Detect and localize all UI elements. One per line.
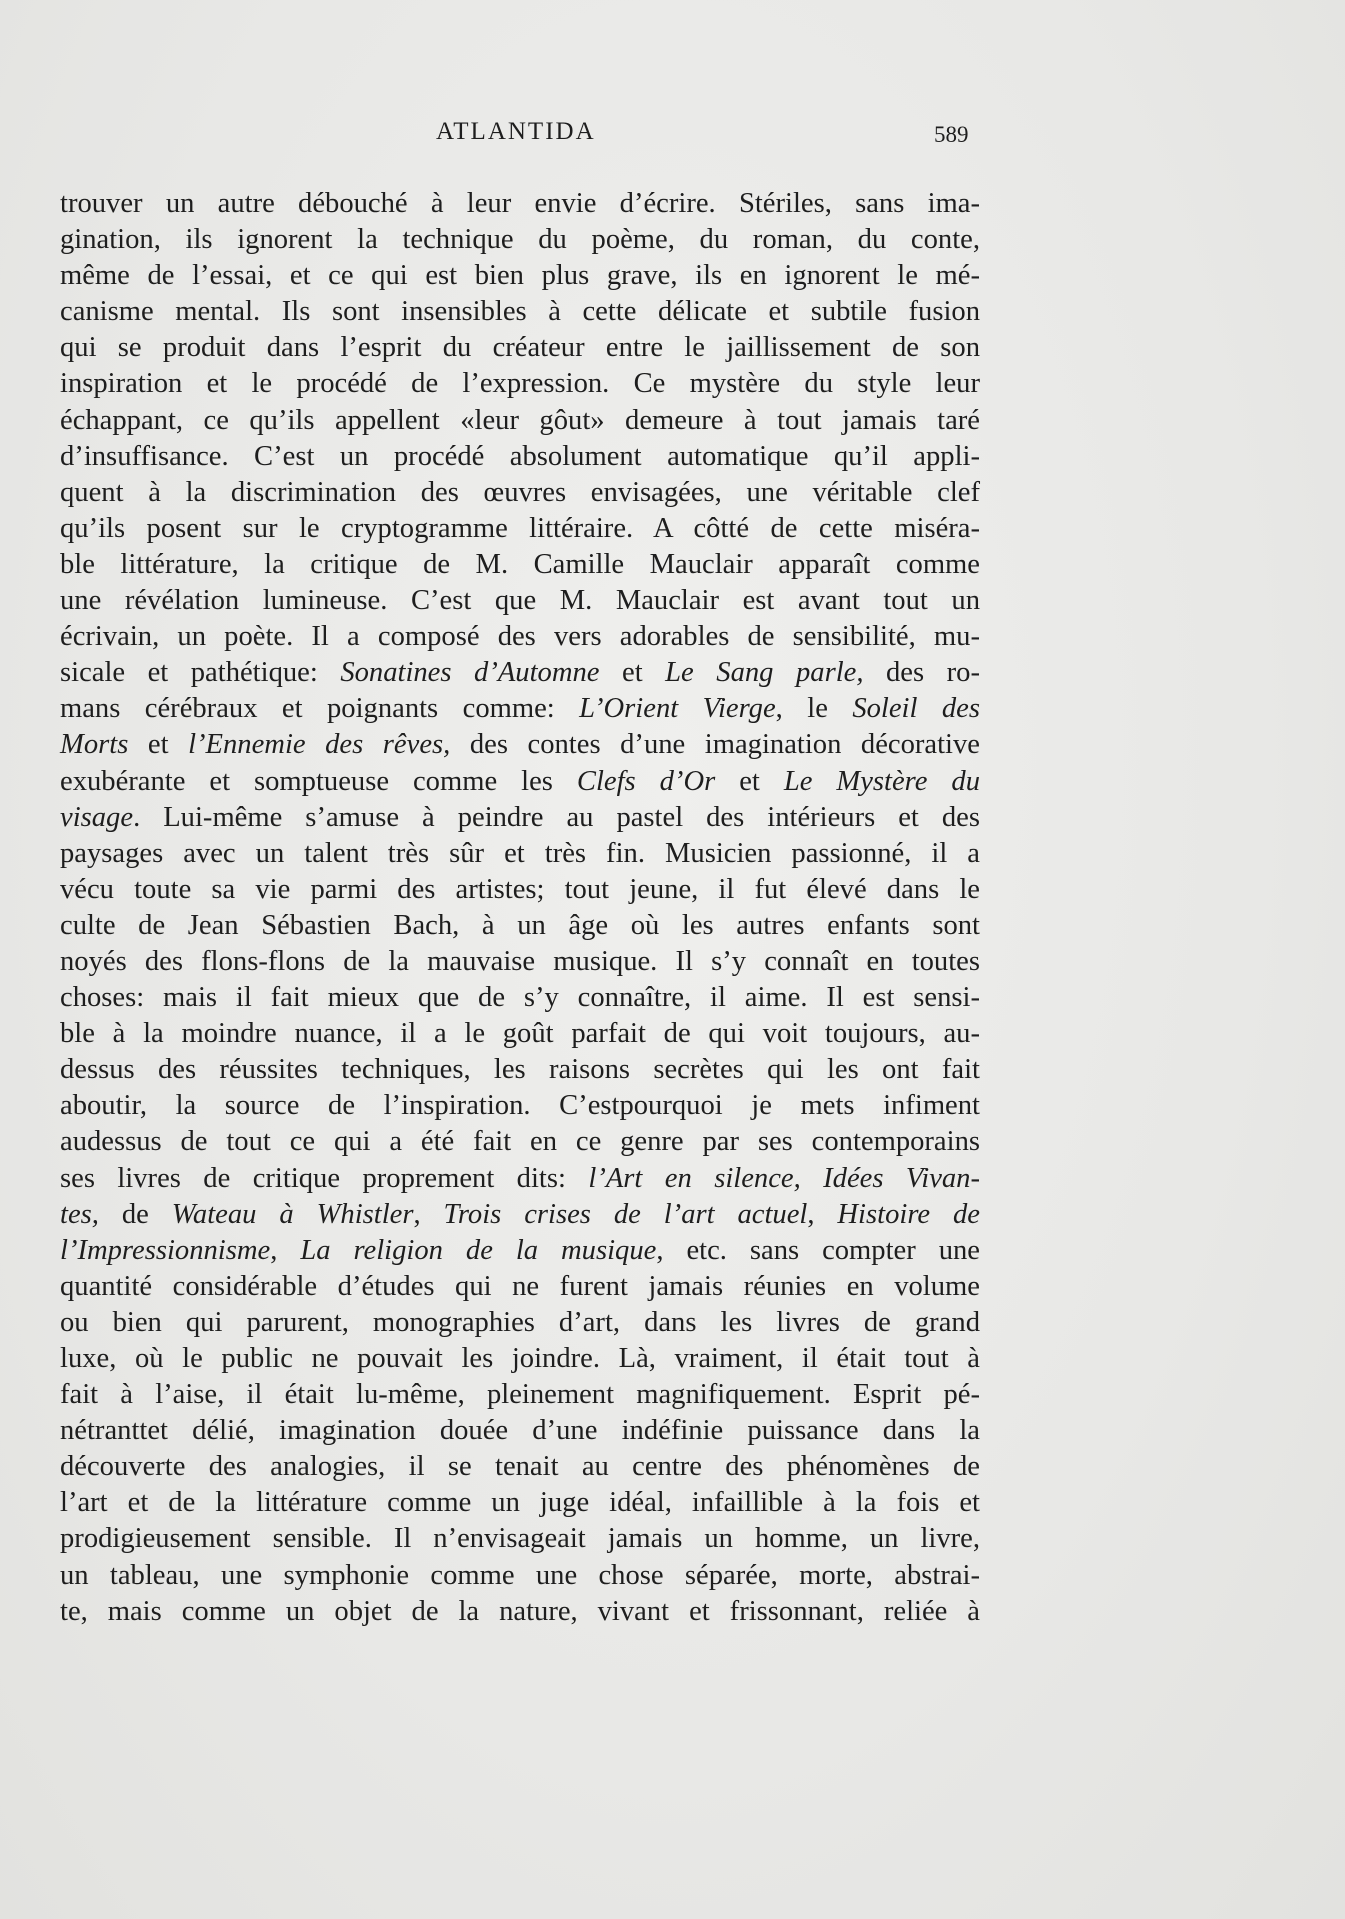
- text-line: fait à l’aise, il était lu-même, pleinement magnifiquement. Esprit pé-: [60, 1379, 980, 1411]
- text-line: dessus des réussites techniques, les raisons secrètes qui les ont fait: [60, 1054, 980, 1086]
- text-line: échappant, ce qu’ils appellent «leur gôut» demeure à tout jamais taré: [60, 404, 980, 436]
- text-line: inspiration et le procédé de l’expression. Ce mystère du style leur: [60, 368, 980, 400]
- text-line: ses livres de critique proprement dits: l’Art en silence, Idées Vivan-: [60, 1162, 981, 1194]
- text-line: découverte des analogies, il se tenait au centre des phénomènes de: [60, 1451, 980, 1483]
- running-title: ATLANTIDA: [436, 118, 596, 145]
- text-line: tes, de Wateau à Whistler, Trois crises de l’art actuel, Histoire de: [60, 1198, 980, 1230]
- text-line: culte de Jean Sébastien Bach, à un âge où les autres enfants sont: [60, 909, 980, 941]
- text-line: canisme mental. Ils sont insensibles à cette délicate et subtile fusion: [60, 296, 980, 328]
- text-line: luxe, où le public ne pouvait les joindre. Là, vraiment, il était tout à: [60, 1343, 980, 1374]
- text-line: aboutir, la source de l’inspiration. C’estpourquoi je mets infiment: [60, 1090, 980, 1122]
- text-line: visage. Lui-même s’amuse à peindre au pastel des intérieurs et des: [60, 801, 980, 833]
- text-line: mans cérébraux et poignants comme: L’Orient Vierge, le Soleil des: [60, 693, 980, 725]
- text-line: paysages avec un talent très sûr et très fin. Musicien passionné, il a: [60, 837, 980, 869]
- text-line: une révélation lumineuse. C’est que M. Mauclair est avant tout un: [60, 585, 980, 617]
- text-line: audessus de tout ce qui a été fait en ce genre par ses contemporains: [60, 1126, 980, 1158]
- text-line: nétranttet délié, imagination douée d’une indéfinie puissance dans la: [60, 1415, 980, 1447]
- text-line: vécu toute sa vie parmi des artistes; tout jeune, il fut élevé dans le: [60, 873, 980, 905]
- running-head: [0, 118, 1345, 158]
- text-line: Morts et l’Ennemie des rêves, des contes d’une imagination décorative: [60, 729, 980, 761]
- text-line: écrivain, un poète. Il a composé des vers adorables de sensibilité, mu-: [60, 621, 980, 653]
- text-line: d’insuffisance. C’est un procédé absolument automatique qu’il appli-: [60, 440, 980, 472]
- text-line: exubérante et somptueuse comme les Clefs d’Or et Le Mystère du: [60, 765, 980, 797]
- text-line: même de l’essai, et ce qui est bien plus grave, ils en ignorent le mé-: [60, 260, 980, 292]
- text-line: qui se produit dans l’esprit du créateur entre le jaillissement de son: [60, 332, 980, 364]
- text-line: ou bien qui parurent, monographies d’art, dans les livres de grand: [60, 1306, 980, 1338]
- text-line: sicale et pathétique: Sonatines d’Automne et Le Sang parle, des ro-: [60, 657, 980, 689]
- text-line: te, mais comme un objet de la nature, vivant et frissonnant, reliée à: [60, 1595, 980, 1627]
- text-line: l’art et de la littérature comme un juge idéal, infaillible à la fois et: [60, 1487, 980, 1519]
- text-line: prodigieusement sensible. Il n’envisageait jamais un homme, un livre,: [60, 1523, 980, 1555]
- text-line: quent à la discrimination des œuvres envisagées, une véritable clef: [60, 476, 980, 508]
- text-line: un tableau, une symphonie comme une chose séparée, morte, abstrai-: [60, 1559, 980, 1591]
- text-line: choses: mais il fait mieux que de s’y connaître, il aime. Il est sensi-: [60, 982, 980, 1014]
- text-line: quantité considérable d’études qui ne furent jamais réunies en volume: [60, 1270, 980, 1302]
- text-line: qu’ils posent sur le cryptogramme littéraire. A côtté de cette miséra-: [60, 512, 980, 544]
- text-line: ble à la moindre nuance, il a le goût parfait de qui voit toujours, au-: [60, 1018, 980, 1050]
- page-number: 589: [934, 122, 969, 147]
- body-text: [60, 186, 980, 1630]
- text-line: trouver un autre débouché à leur envie d’écrire. Stériles, sans ima-: [60, 188, 980, 219]
- text-line: noyés des flons-flons de la mauvaise musique. Il s’y connaît en toutes: [60, 945, 980, 977]
- text-line: gination, ils ignorent la technique du poème, du roman, du conte,: [60, 224, 980, 256]
- text-line: ble littérature, la critique de M. Camille Mauclair apparaît comme: [60, 548, 980, 580]
- text-line: l’Impressionnisme, La religion de la musique, etc. sans compter une: [60, 1234, 980, 1266]
